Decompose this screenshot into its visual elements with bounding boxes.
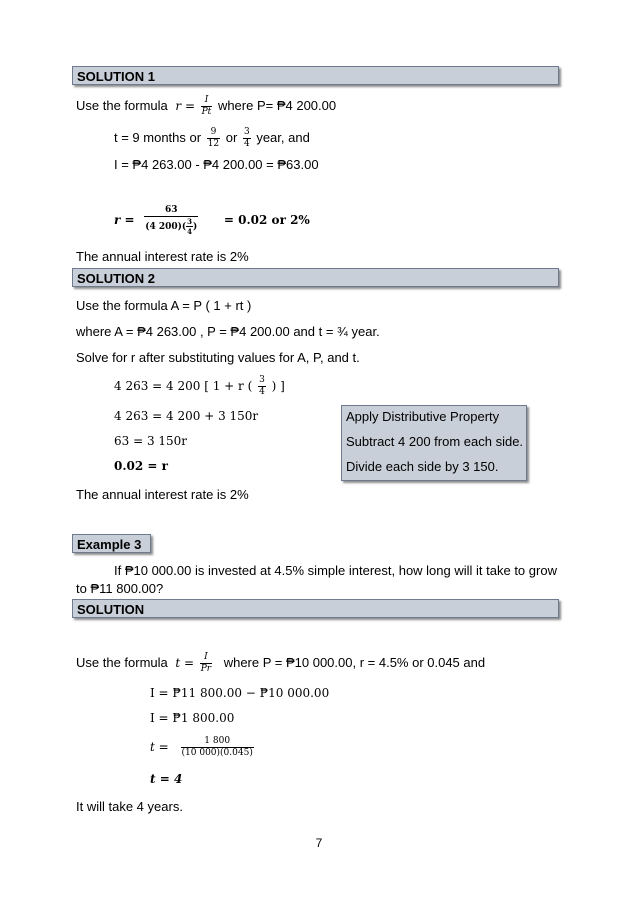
- solution1-i-line: I = ₱4 263.00 - ₱4 200.00 = ₱63.00: [114, 157, 319, 172]
- solution3-formula-line: Use the formula t = $\frac{I}{Pr}$ where P = ₱10 000.00, r = 4.5% or 0.045 and: [76, 652, 486, 674]
- solution3-header: SOLUTION: [72, 599, 559, 618]
- example3-header: Example 3: [72, 534, 151, 553]
- formula-fraction: $\frac{I}{Pt}$: [201, 95, 212, 117]
- example3-problem-line-1: If ₱10 000.00 is invested at 4.5% simple interest, how long will it take to grow: [114, 563, 557, 578]
- solution3-equation-1: I = ₱11 800.00 − ₱10 000.00: [150, 686, 330, 700]
- step-note-2: Subtract 4 200 from each side.: [346, 434, 524, 449]
- page-number: 7: [315, 836, 323, 850]
- solution2-where-line: where A = ₱4 263.00 , P = ₱4 200.00 and t = ¾ year.: [76, 324, 380, 339]
- solution2-header: SOLUTION 2: [72, 268, 559, 287]
- solution2-solve-line: Solve for r after substituting values for A, P, and t.: [76, 350, 360, 365]
- solution3-equation-2: I = ₱1 800.00: [150, 711, 235, 725]
- solution1-calculation: r = 63 (4 200)( $\frac{3}{4}$ ) = 0.02 or 2%: [114, 205, 310, 236]
- example3-problem-line-2: to ₱11 800.00?: [76, 581, 164, 596]
- solution2-steps-callout: [341, 405, 527, 481]
- solution3-conclusion: It will take 4 years.: [76, 799, 183, 814]
- solution2-conclusion: The annual interest rate is 2%: [76, 487, 249, 502]
- step-note-1: Apply Distributive Property: [346, 409, 500, 424]
- solution3-equation-3: t = $\frac{1 800}{(10 000)(0.045)}$: [150, 736, 253, 758]
- solution2-equation-2: 4 263 = 4 200 + 3 150r: [114, 409, 259, 423]
- solution2-formula-line: Use the formula A = P ( 1 + rt ): [76, 298, 252, 313]
- solution2-equation-1: 4 263 = 4 200 [ 1 + r ( $\frac{3}{4}$ ) ]: [114, 375, 285, 397]
- solution1-t-line: t = 9 months or $\frac{9}{12}$ or $\frac{3}{4}$ year, and: [114, 127, 310, 149]
- solution1-conclusion: The annual interest rate is 2%: [76, 249, 249, 264]
- solution3-equation-4: t = 4: [150, 772, 183, 786]
- step-note-3: Divide each side by 3 150.: [346, 459, 499, 474]
- solution2-equation-3: 63 = 3 150r: [114, 434, 188, 448]
- solution1-formula-line: Use the formula r = $\frac{I}{Pt}$ where P= ₱4 200.00: [76, 95, 337, 117]
- solution2-equation-4: 0.02 = r: [114, 459, 168, 473]
- solution1-header: SOLUTION 1: [72, 66, 559, 85]
